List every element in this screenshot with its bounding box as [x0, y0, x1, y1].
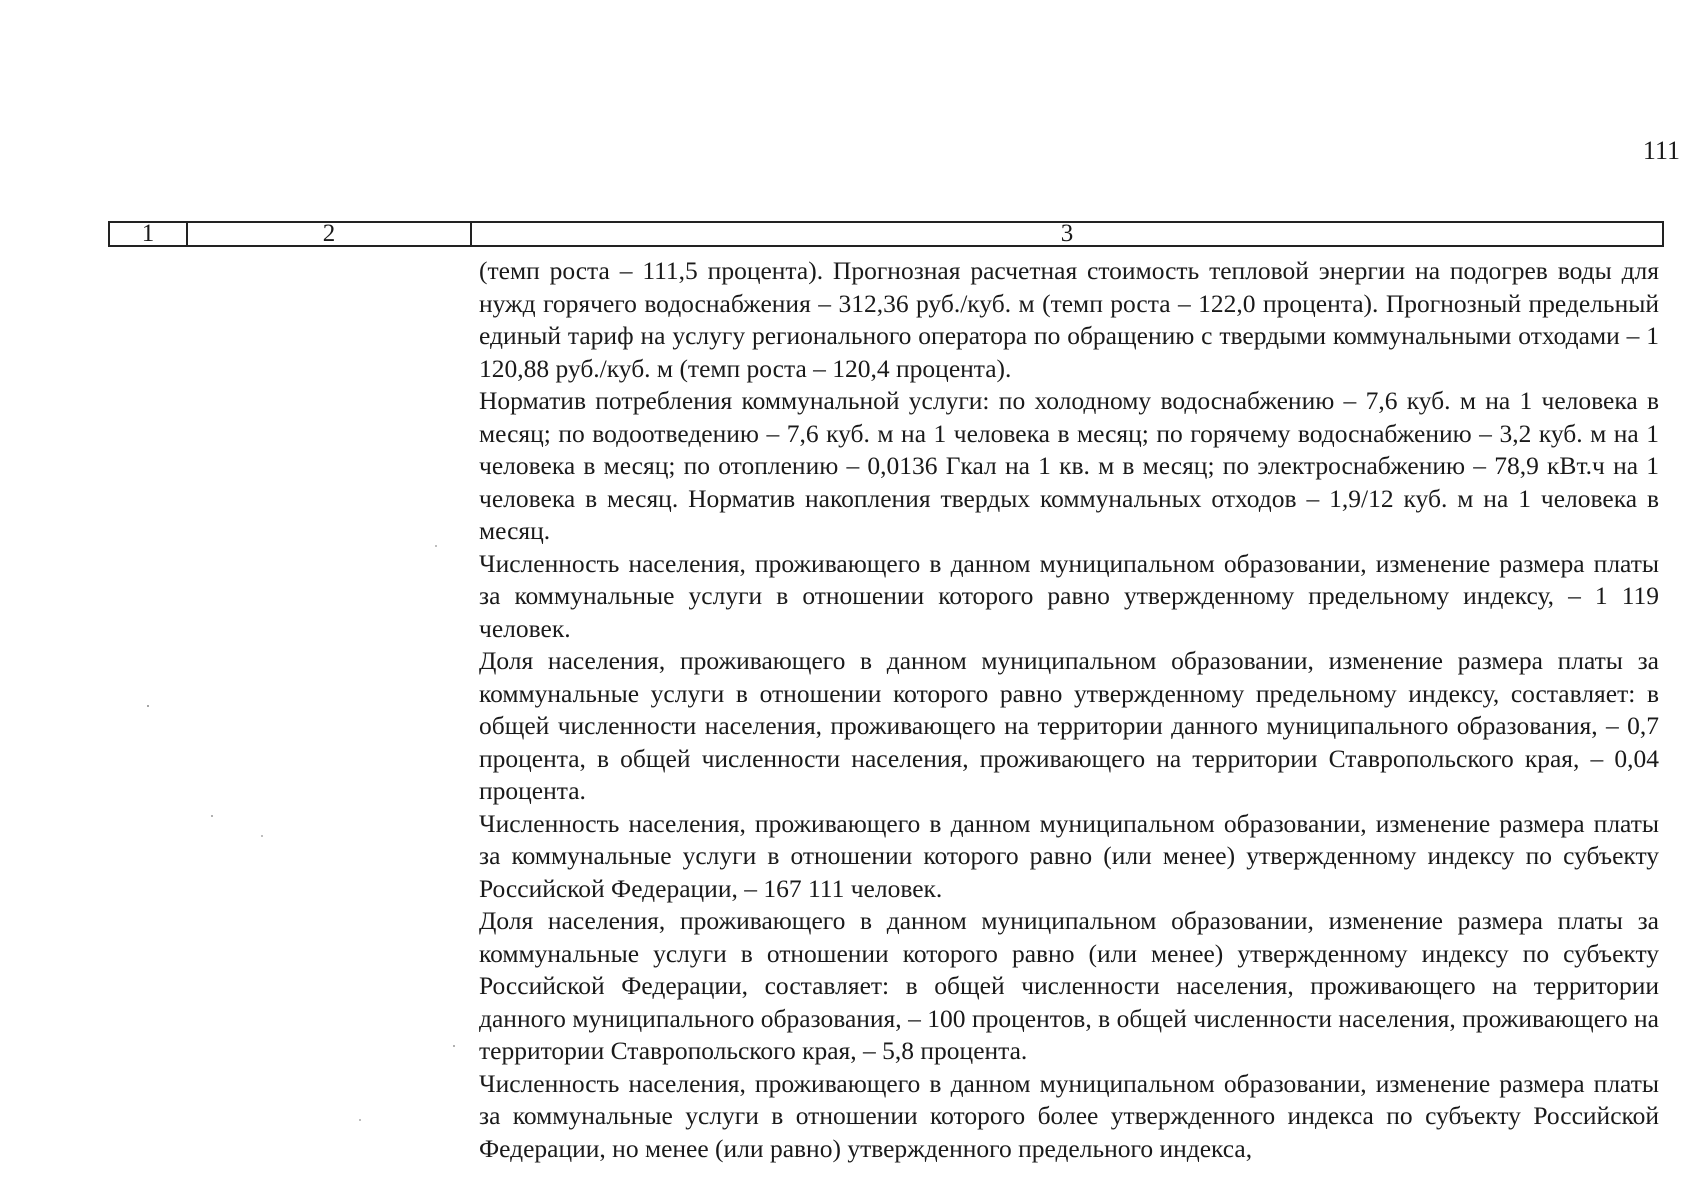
- paragraph-share-equal-or-less-subject-index: Доля населения, проживающего в данном муниципальном образовании, изменение размера платы за коммунальные услуги в отношении которого равно (или менее) утвержденному индексу по субъекту Российской Федерации, составляет: в общей численности населения, проживающего на территории данного муниципального образования, – 100 процентов, в общей численности населения, проживающего на территории Ставропольского края, – 5,8 процента.: [479, 906, 1659, 1065]
- paragraph-population-equal-or-less-subject-index: Численность населения, проживающего в данном муниципальном образовании, изменение размера платы за коммунальные услуги в отношении которого равно (или менее) утвержденному индексу по субъекту Российской Федерации, – 167 111 человек.: [479, 808, 1659, 903]
- table-header-row: [108, 221, 1664, 247]
- paragraph-share-equal-limit: Доля населения, проживающего в данном муниципальном образовании, изменение размера платы за коммунальные услуги в отношении которого равно утвержденному предельному индексу, составляет: в общей численности населения, проживающего на территории данного муниципального образования, – 0,7 процента, в общей численности населения, проживающего на территории Ставропольского края, – 0,04 процента.: [479, 646, 1659, 805]
- table-header-col-1: 1: [110, 223, 188, 245]
- paragraph-population-equal-limit: Численность населения, проживающего в данном муниципальном образовании, изменение размера платы за коммунальные услуги в отношении которого равно утвержденному предельному индексу, – 1 119 человек.: [479, 548, 1659, 643]
- table-header-col-2: 2: [188, 223, 472, 245]
- table-header-col-3: 3: [1060, 220, 1074, 247]
- paragraph-tariff-forecast: (темп роста – 111,5 процента). Прогнозная расчетная стоимость тепловой энергии на подогрев воды для нужд горячего водоснабжения – 312,36 руб./куб. м (темп роста – 122,0 процента). Прогнозный предельный единый тариф на услугу регионального оператора по обращению с твердыми коммунальными отходами – 1 120,88 руб./куб. м (темп роста – 120,4 процента).: [479, 256, 1659, 383]
- paragraph-consumption-norms: Норматив потребления коммунальной услуги: по холодному водоснабжению – 7,6 куб. м на 1 человека в месяц; по водоотведению – 7,6 куб. м на 1 человека в месяц; по горячему водоснабжению – 3,2 куб. м на 1 человека в месяц; по отоплению – 0,0136 Гкал на 1 кв. м в месяц; по электроснабжению – 78,9 кВт.ч на 1 человека в месяц. Норматив накопления твердых коммунальных отходов – 1,9/12 куб. м на 1 человека в месяц.: [479, 386, 1659, 545]
- page-number: 111: [1642, 136, 1680, 165]
- table-cell-col-3-text: [479, 255, 1659, 1165]
- paragraph-population-above-subject-index: Численность населения, проживающего в данном муниципальном образовании, изменение размера платы за коммунальные услуги в отношении которого более утвержденного индекса по субъекту Российской Федерации, но менее (или равно) утвержденного предельного индекса,: [479, 1068, 1659, 1163]
